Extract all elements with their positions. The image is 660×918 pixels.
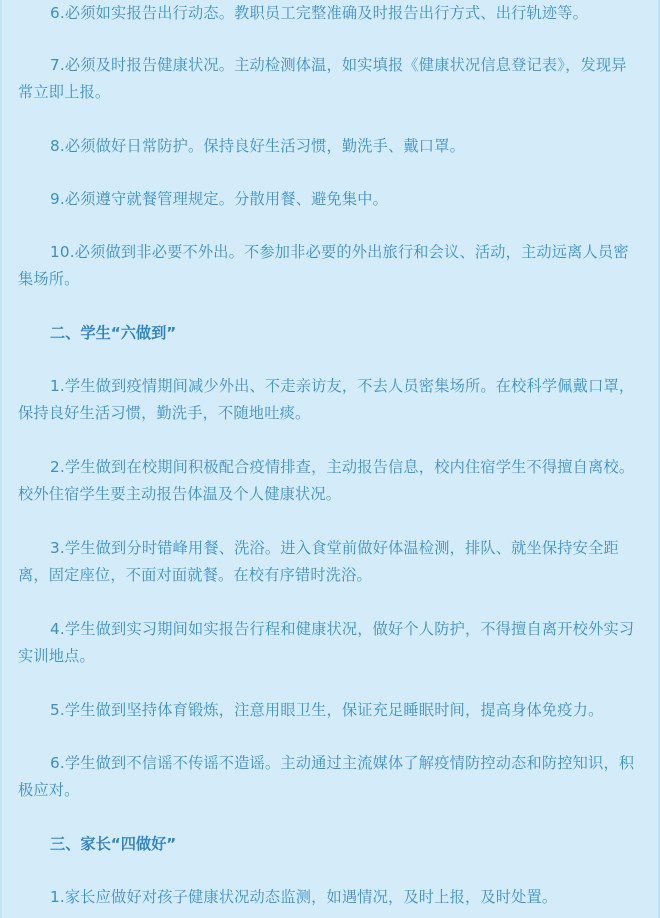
staff-item-10: 10.必须做到非必要不外出。不参加非必要的外出旅行和会议、活动，主动远离人员密集场所。 xyxy=(18,243,629,288)
staff-item-8: 8.必须做好日常防护。保持良好生活习惯，勤洗手、戴口罩。 xyxy=(50,137,465,155)
staff-item-7: 7.必须及时报告健康状况。主动检测体温，如实填报《健康状况信息登记表》，发现异常立即上报。 xyxy=(18,56,627,101)
student-item-3: 3.学生做到分时错峰用餐、洗浴。进入食堂前做好体温检测，排队、就坐保持安全距离，固定座位，不面对面就餐。在校有序错时洗浴。 xyxy=(18,539,619,584)
student-item-2: 2.学生做到在校期间积极配合疫情排查，主动报告信息，校内住宿学生不得擅自离校。校外住宿学生要主动报告体温及个人健康状况。 xyxy=(18,458,635,503)
parent-section-heading: 三、家长“四做好” xyxy=(50,835,177,853)
student-item-1: 1.学生做到疫情期间减少外出、不走亲访友，不去人员密集场所。在校科学佩戴口罩，保持良好生活习惯，勤洗手，不随地吐痰。 xyxy=(18,377,635,422)
student-item-4: 4.学生做到实习期间如实报告行程和健康状况，做好个人防护，不得擅自离开校外实习实训地点。 xyxy=(18,620,635,665)
staff-item-6: 6.必须如实报告出行动态。教职员工完整准确及时报告出行方式、出行轨迹等。 xyxy=(50,4,589,22)
student-section-heading: 二、学生“六做到” xyxy=(50,324,177,342)
parent-item-1: 1.家长应做好对孩子健康状况动态监测，如遇情况，及时上报，及时处置。 xyxy=(50,888,558,906)
staff-item-9: 9.必须遵守就餐管理规定。分散用餐、避免集中。 xyxy=(50,190,389,208)
student-item-6: 6.学生做到不信谣不传谣不造谣。主动通过主流媒体了解疫情防控动态和防控知识，积极应对。 xyxy=(18,754,635,799)
student-item-5: 5.学生做到坚持体育锻炼，注意用眼卫生，保证充足睡眠时间，提高身体免疫力。 xyxy=(50,701,604,719)
